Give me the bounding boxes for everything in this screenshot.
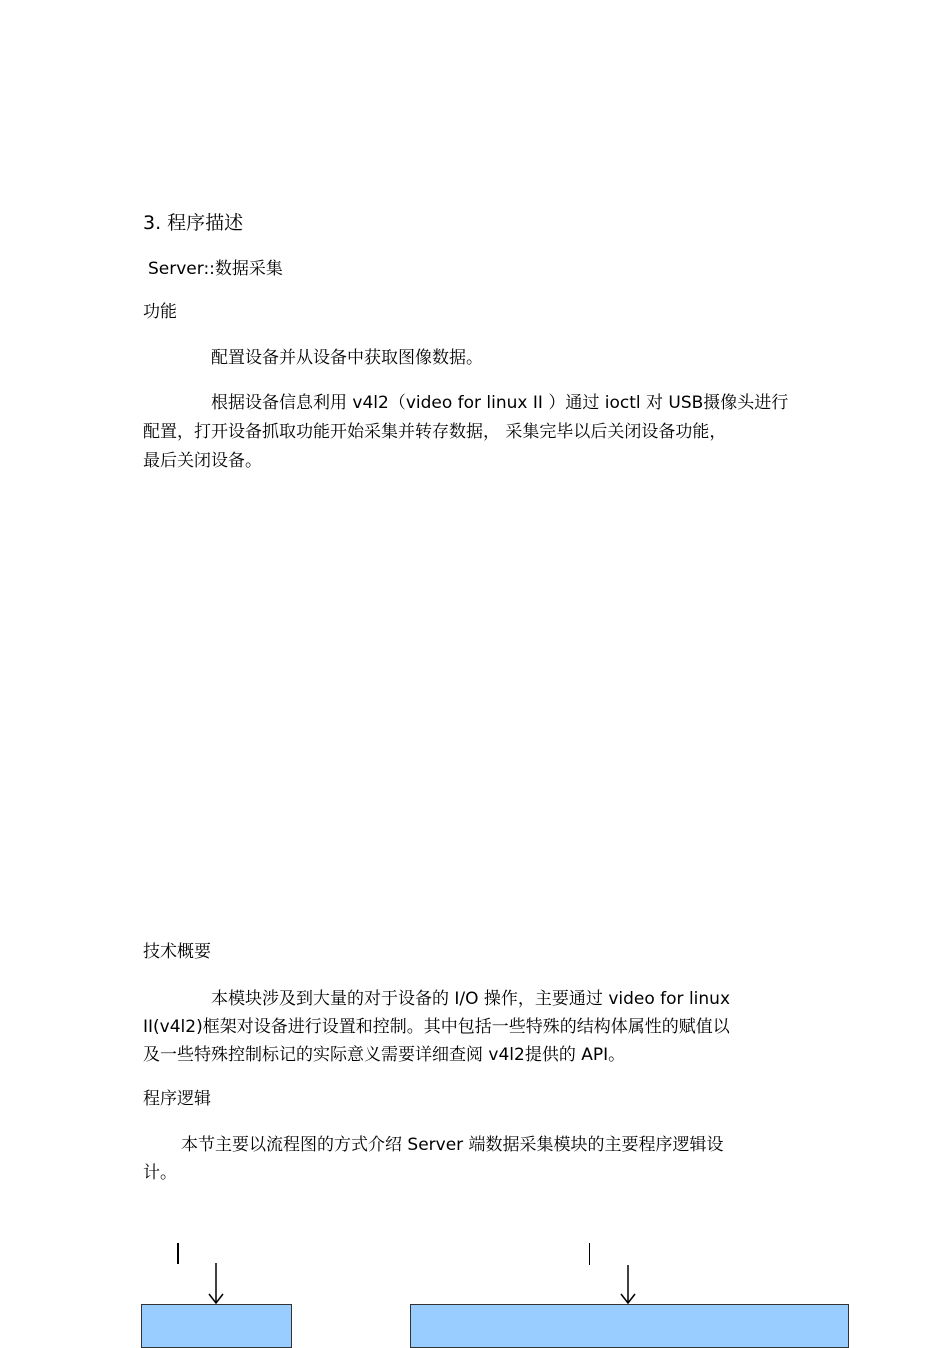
tech-line-1: 本模块涉及到大量的对于设备的 I/O 操作，主要通过 video for linux — [211, 989, 731, 1009]
flowchart-box-right — [410, 1304, 849, 1348]
function-paragraph-2-line-3: 最后关闭设备。 — [143, 451, 262, 471]
function-paragraph-1: 配置设备并从设备中获取图像数据。 — [211, 348, 483, 368]
flowchart-start-line-right — [589, 1243, 590, 1265]
function-paragraph-2-line-2: 配置，打开设备抓取功能开始采集并转存数据， 采集完毕以后关闭设备功能， — [143, 422, 727, 442]
flowchart-start-line-left — [177, 1243, 179, 1264]
flowchart-box-left — [141, 1304, 292, 1348]
tech-line-2: II(v4l2)框架对设备进行设置和控制。其中包括一些特殊的结构体属性的赋值以 — [143, 1017, 730, 1037]
logic-line-1: 本节主要以流程图的方式介绍 Server 端数据采集模块的主要程序逻辑设 — [181, 1135, 724, 1155]
tech-heading: 技术概要 — [143, 942, 211, 962]
function-paragraph-2-line-1: 根据设备信息利用 v4l2（video for linux II ）通过 ioctl 对 USB摄像头进行 — [211, 393, 789, 413]
section-subtitle: Server::数据采集 — [148, 259, 283, 279]
down-arrow-icon — [206, 1262, 226, 1306]
function-heading: 功能 — [143, 302, 177, 322]
down-arrow-icon — [618, 1264, 638, 1306]
section-title: 3. 程序描述 — [143, 212, 244, 234]
logic-line-2: 计。 — [143, 1163, 177, 1183]
tech-line-3: 及一些特殊控制标记的实际意义需要详细查阅 v4l2提供的 API。 — [143, 1045, 626, 1065]
logic-heading: 程序逻辑 — [143, 1089, 211, 1109]
